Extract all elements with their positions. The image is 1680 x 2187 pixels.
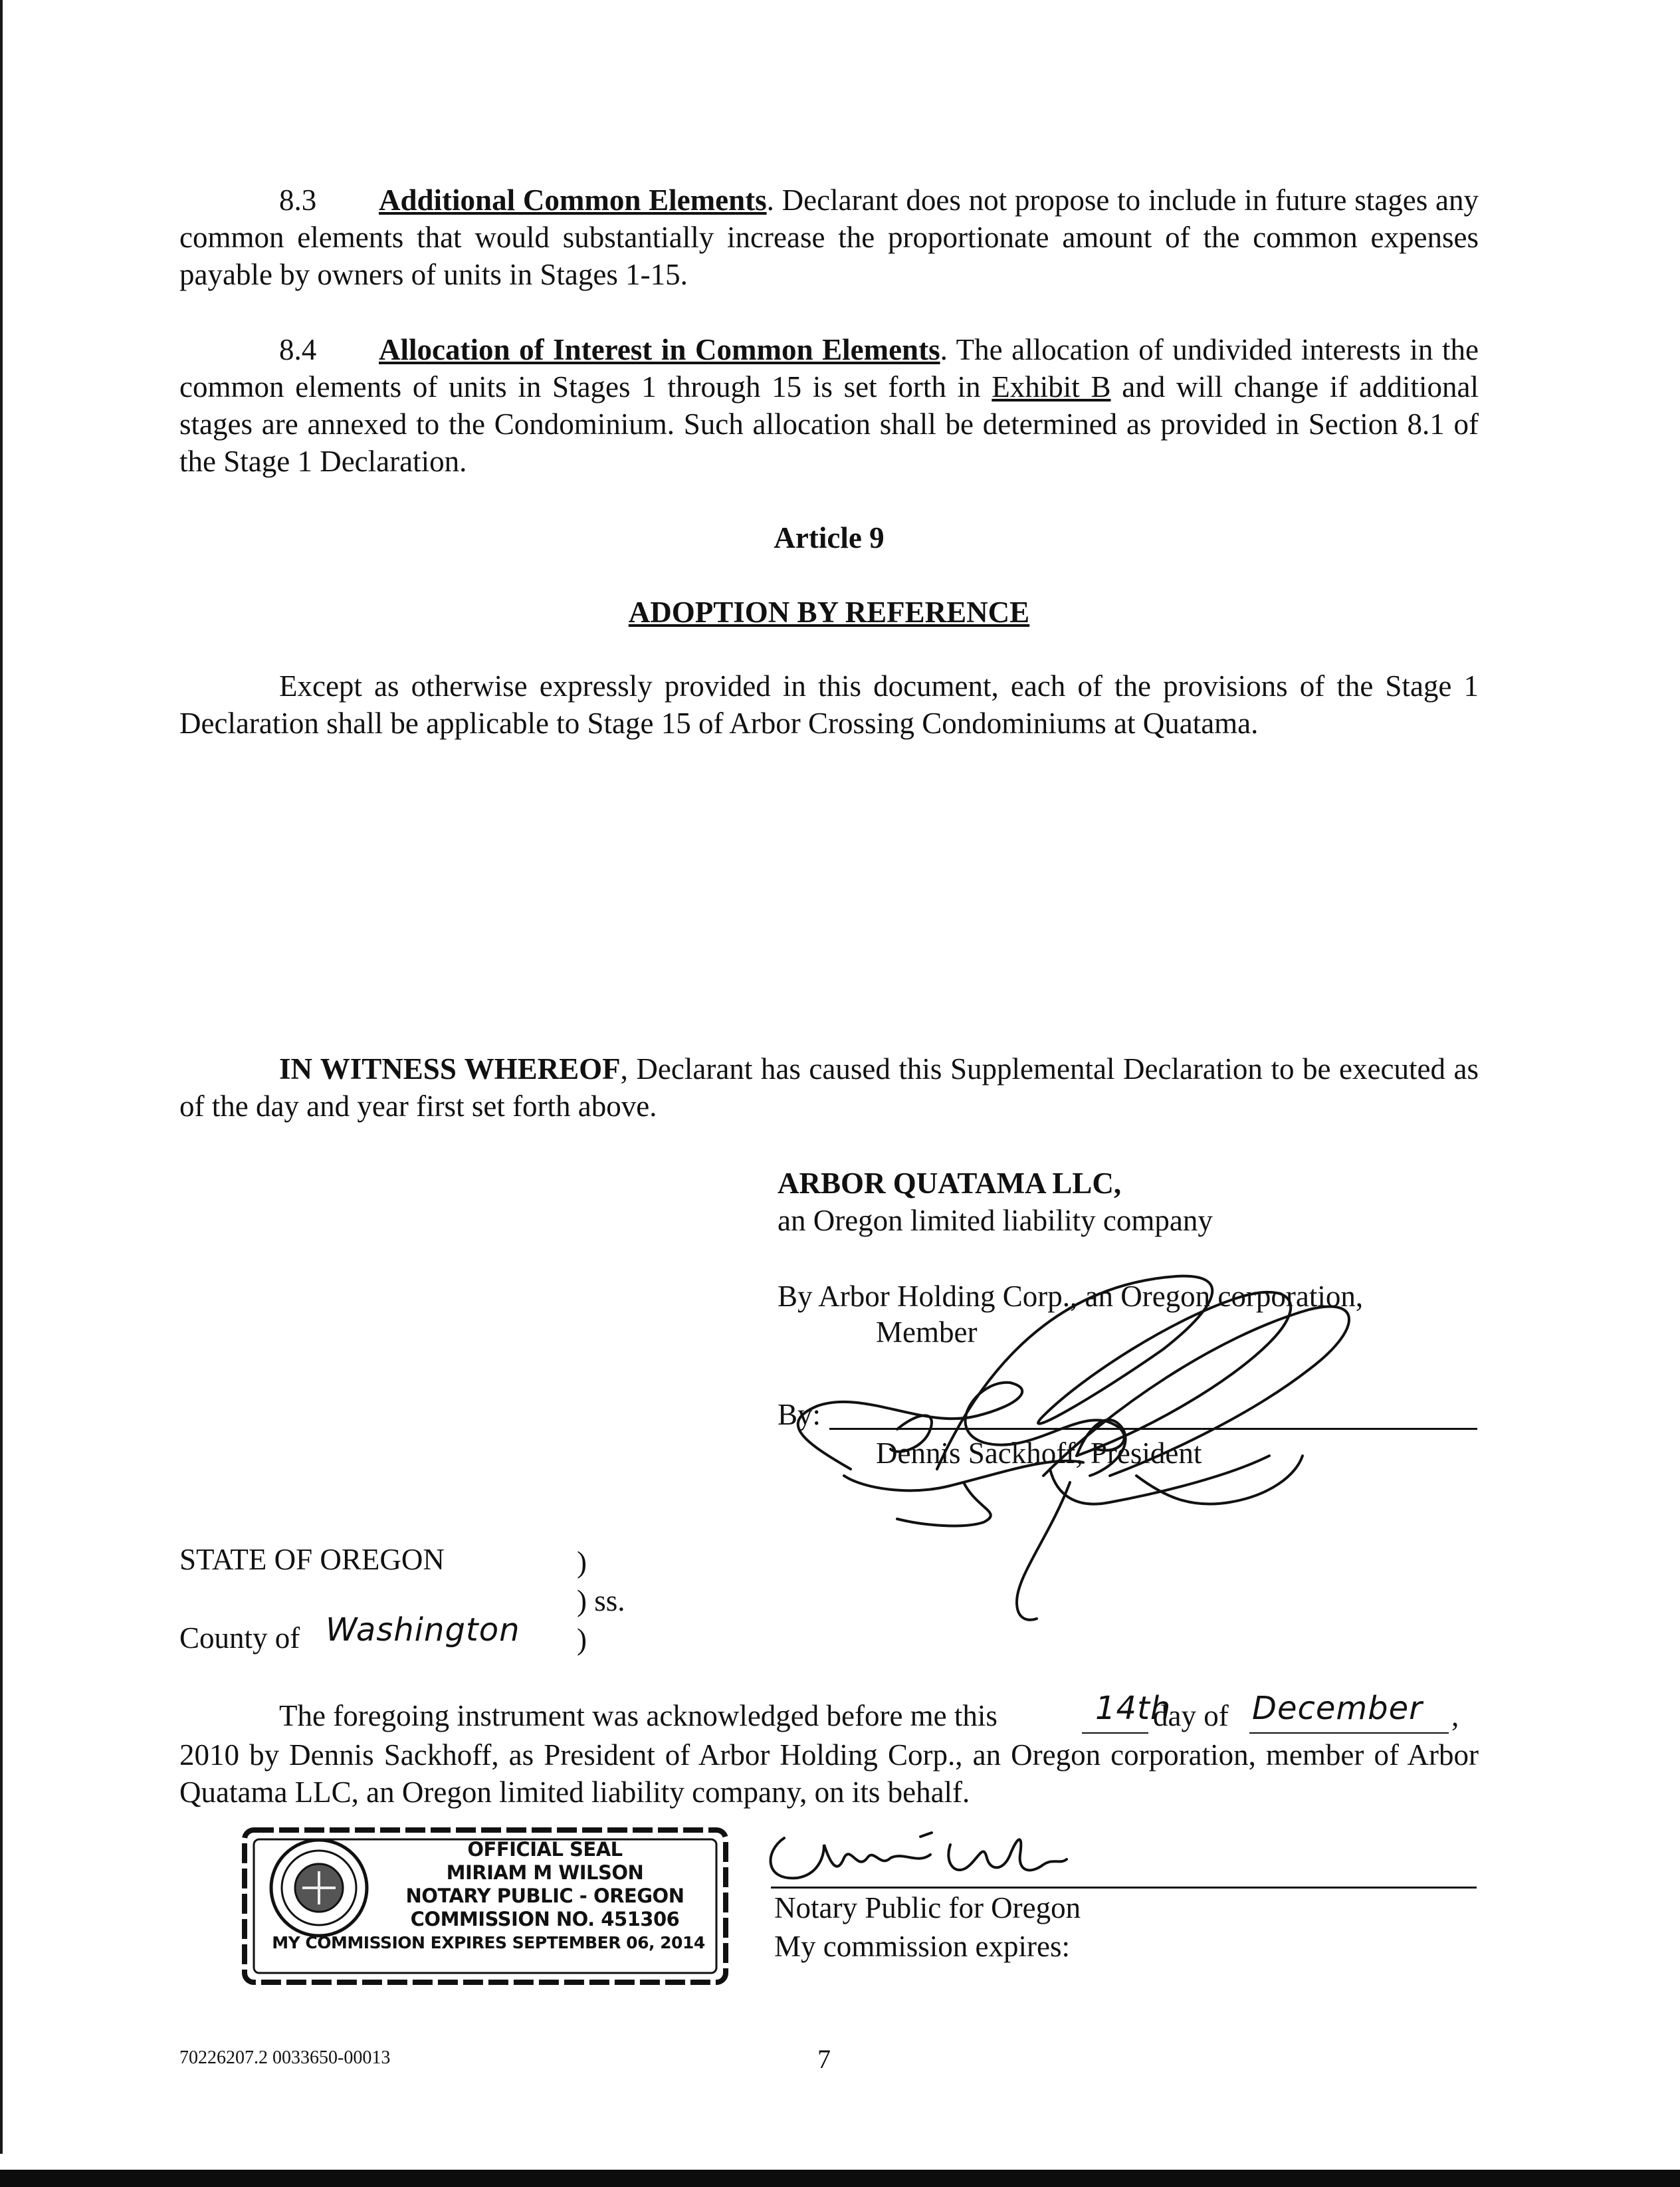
notary-title: Notary Public for Oregon xyxy=(774,1891,1081,1924)
venue-county-label: County of xyxy=(179,1621,300,1655)
notary-seal xyxy=(239,1825,731,1988)
seal-line-3: NOTARY PUBLIC - OREGON xyxy=(405,1885,684,1907)
section-8-3 xyxy=(179,181,1479,293)
company-description: an Oregon limited liability company xyxy=(778,1204,1213,1237)
venue-state: STATE OF OREGON xyxy=(179,1543,445,1576)
section-body-continued: and will change if additional stages are annexed to the Condominium. Such allocation shall be determined as provided in Section 8.1 of the Stage 1 Declaration. xyxy=(179,370,1479,478)
signer-name: Dennis Sackhoff, President xyxy=(876,1437,1202,1470)
signatory-block xyxy=(778,1165,1213,1239)
seal-line-4: COMMISSION NO. 451306 xyxy=(410,1908,680,1930)
notary-signature-icon xyxy=(758,1818,1170,1891)
venue-paren-2: ) xyxy=(577,1623,587,1656)
section-number: 8.3 xyxy=(279,183,317,217)
venue-county-handwritten: Washington xyxy=(326,1611,520,1649)
ack-day-line xyxy=(1082,1732,1148,1734)
by-member-line1: By Arbor Holding Corp., an Oregon corporation, xyxy=(778,1280,1364,1313)
seal-line-5: MY COMMISSION EXPIRES SEPTEMBER 06, 2014 xyxy=(272,1933,705,1952)
section-8-4 xyxy=(179,331,1479,480)
notary-signature-line xyxy=(771,1887,1477,1889)
ack-day-handwritten: 14th xyxy=(1095,1690,1172,1727)
article-label: Article 9 xyxy=(774,521,885,554)
article-body xyxy=(179,667,1479,742)
section-number: 8.4 xyxy=(279,333,317,366)
seal-text xyxy=(272,1838,718,1954)
seal-line-1: OFFICIAL SEAL xyxy=(467,1838,623,1861)
footer-page-number: 7 xyxy=(817,2044,831,2074)
ack-month-line xyxy=(1249,1732,1449,1734)
ack-month-handwritten: December xyxy=(1252,1690,1423,1727)
footer-doc-id: 70226207.2 0033650-00013 xyxy=(179,2047,391,2068)
notary-expires: My commission expires: xyxy=(774,1930,1070,1963)
article-title: ADOPTION BY REFERENCE xyxy=(628,596,1030,629)
witness-lead: IN WITNESS WHEREOF xyxy=(279,1052,621,1086)
witness-clause xyxy=(179,1050,1479,1125)
witness-body: , Declarant has caused this Supplemental Declaration to be executed as of the day and year first set forth above. xyxy=(179,1052,1479,1123)
company-name: ARBOR QUATAMA LLC, xyxy=(778,1167,1122,1200)
signature-scribble-icon xyxy=(764,1256,1396,1629)
venue-ss: ) ss. xyxy=(577,1584,625,1617)
ack-text-b: day of xyxy=(1153,1699,1229,1732)
by-member-line2: Member xyxy=(876,1316,978,1349)
scan-edge-left xyxy=(0,0,3,2154)
section-body: . The allocation of undivided interests in the common elements of units in Stages 1 through 15 is set forth in xyxy=(179,333,1479,403)
section-body: . Declarant does not propose to include in future stages any common elements that would substantially increase the proportionate amount of the common expenses payable by owners of units in Stages 1-15. xyxy=(179,183,1479,291)
seal-line-2: MIRIAM M WILSON xyxy=(446,1861,644,1884)
venue-paren-1: ) xyxy=(577,1546,587,1579)
section-title: Allocation of Interest in Common Elements xyxy=(379,333,940,366)
ack-text-c: , xyxy=(1451,1699,1459,1732)
section-title: Additional Common Elements xyxy=(379,183,767,217)
ack-text-a: The foregoing instrument was acknowledged before me this xyxy=(279,1699,998,1732)
ack-text-d: 2010 by Dennis Sackhoff, as President of Arbor Holding Corp., an Oregon corporation, member of Arbor Quatama LLC, an Oregon limited liability company, on its behalf. xyxy=(179,1738,1479,1809)
scan-edge-bottom xyxy=(0,2170,1680,2187)
by-label: By: xyxy=(778,1398,821,1431)
article-body-text: Except as otherwise expressly provided in this document, each of the provisions of the Stage 1 Declaration shall be applicable to Stage 15 of Arbor Crossing Condominiums at Quatama. xyxy=(179,669,1479,740)
exhibit-reference: Exhibit B xyxy=(992,370,1111,403)
